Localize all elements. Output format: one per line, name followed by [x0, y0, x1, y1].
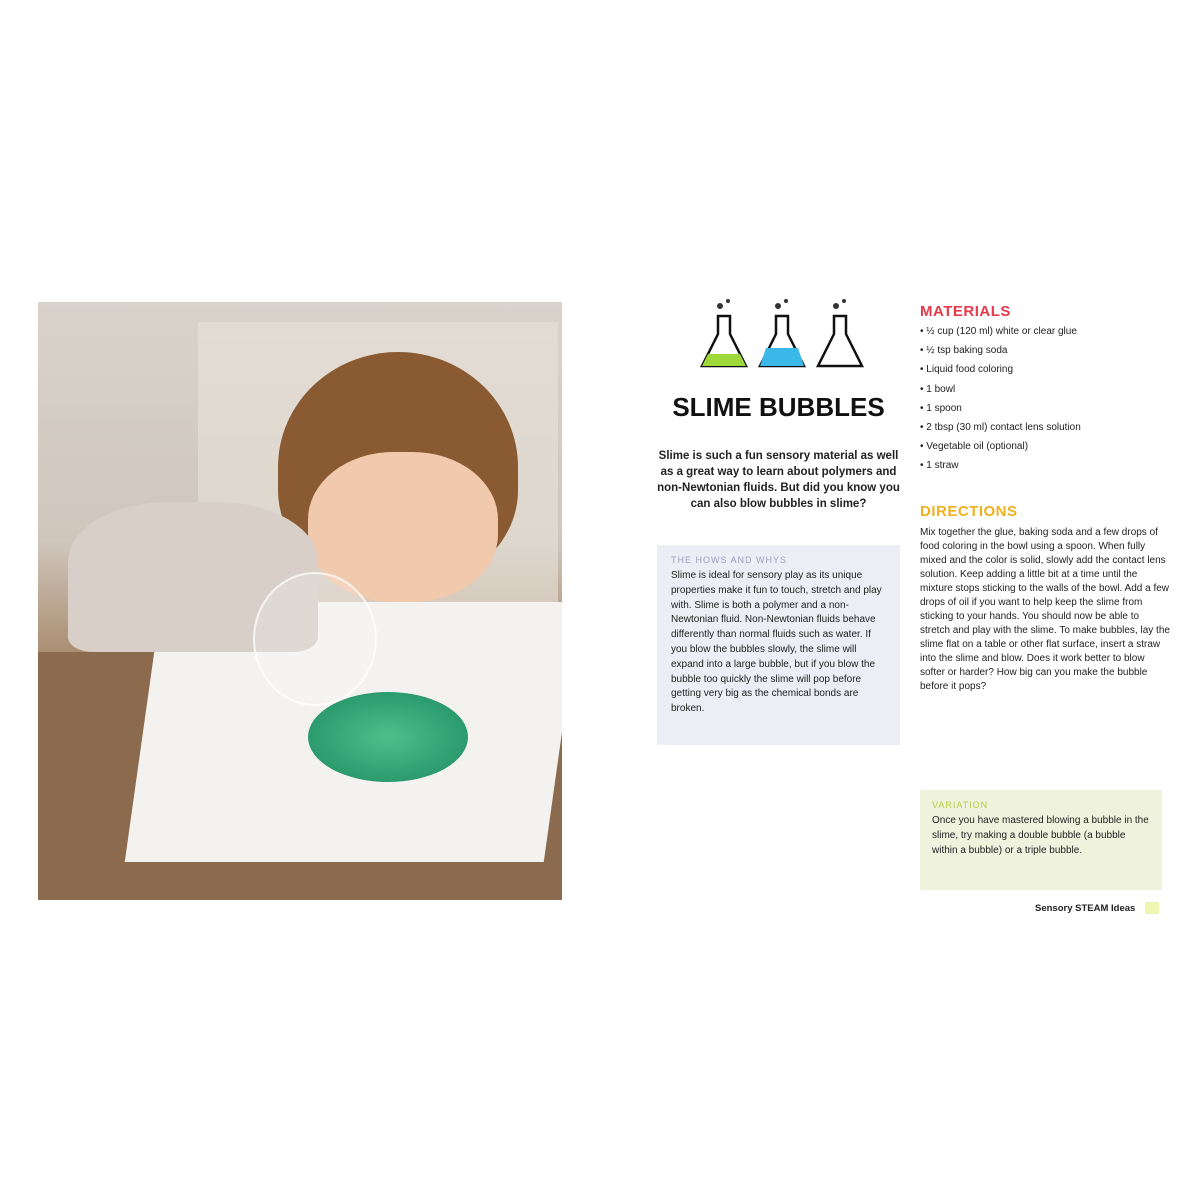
- hows-text: Slime is ideal for sensory play as its unique properties make it fun to touch, stretch and play with. Slime is both a polymer and a non-Newtonian fluid. Non-Newtonian fluids behave differently than normal fluids such as water. If you blow the bubbles slowly, the slime will expand into a large bubble, but if you blow the bubble too quickly the slime will pop before getting very big as the chemical bonds are broken.: [671, 570, 882, 715]
- hows-heading: THE HOWS AND WHYS: [671, 555, 788, 565]
- list-item: • 1 bowl: [920, 383, 956, 395]
- list-item: • ½ cup (120 ml) white or clear glue: [920, 326, 1077, 337]
- list-item: • 2 tbsp (30 ml) contact lens solution: [920, 421, 1081, 433]
- page-title: SLIME BUBBLES: [672, 392, 885, 422]
- list-item: • Liquid food coloring: [920, 364, 1014, 376]
- footer-section-title: Sensory STEAM Ideas: [1035, 903, 1136, 914]
- flask-icons: [700, 298, 870, 373]
- materials-heading: MATERIALS: [920, 303, 1011, 320]
- list-item: • 1 spoon: [920, 402, 962, 414]
- green-flask-icon: [702, 299, 746, 366]
- empty-flask-icon: [818, 299, 862, 366]
- hows-and-whys-box: [657, 545, 900, 745]
- bubble: [253, 572, 377, 706]
- directions-heading: DIRECTIONS: [920, 503, 1018, 520]
- list-item: • ½ tsp baking soda: [920, 345, 1008, 357]
- green-slime: [308, 692, 468, 782]
- variation-box: [920, 790, 1162, 890]
- directions-text: Mix together the glue, baking soda and a few drops of food coloring in the bowl using a spoon. When fully mixed and the color is solid, slowly add the contact lens solution. Keep adding a little bit at a time until the mixture stops sticking to the walls of the bowl. Add a few drops of oil if you want to help keep the slime from sticking to your hands. You should now be able to stretch and play with the slime. To make bubbles, lay the slime flat on a table or other flat surface, insert a straw into the slime and blow. Does it work better to blow softer or harder? How big can you make the bubble before it pops?: [920, 527, 1170, 692]
- variation-heading: VARIATION: [932, 800, 989, 810]
- list-item: • 1 straw: [920, 460, 959, 472]
- variation-text: Once you have mastered blowing a bubble in the slime, try making a double bubble (a bubble within a bubble) or a triple bubble.: [932, 815, 1149, 856]
- blue-flask-icon: [760, 299, 804, 366]
- intro-text: Slime is such a fun sensory material as well as a great way to learn about polymers and non-Newtonian fluids. But did you know you can also blow bubbles in slime?: [657, 450, 900, 510]
- list-item: • Vegetable oil (optional): [920, 441, 1029, 453]
- materials-list: [920, 322, 1170, 476]
- page-number-marker: [1145, 902, 1159, 914]
- photo-child-blowing-slime-bubble: [38, 302, 562, 900]
